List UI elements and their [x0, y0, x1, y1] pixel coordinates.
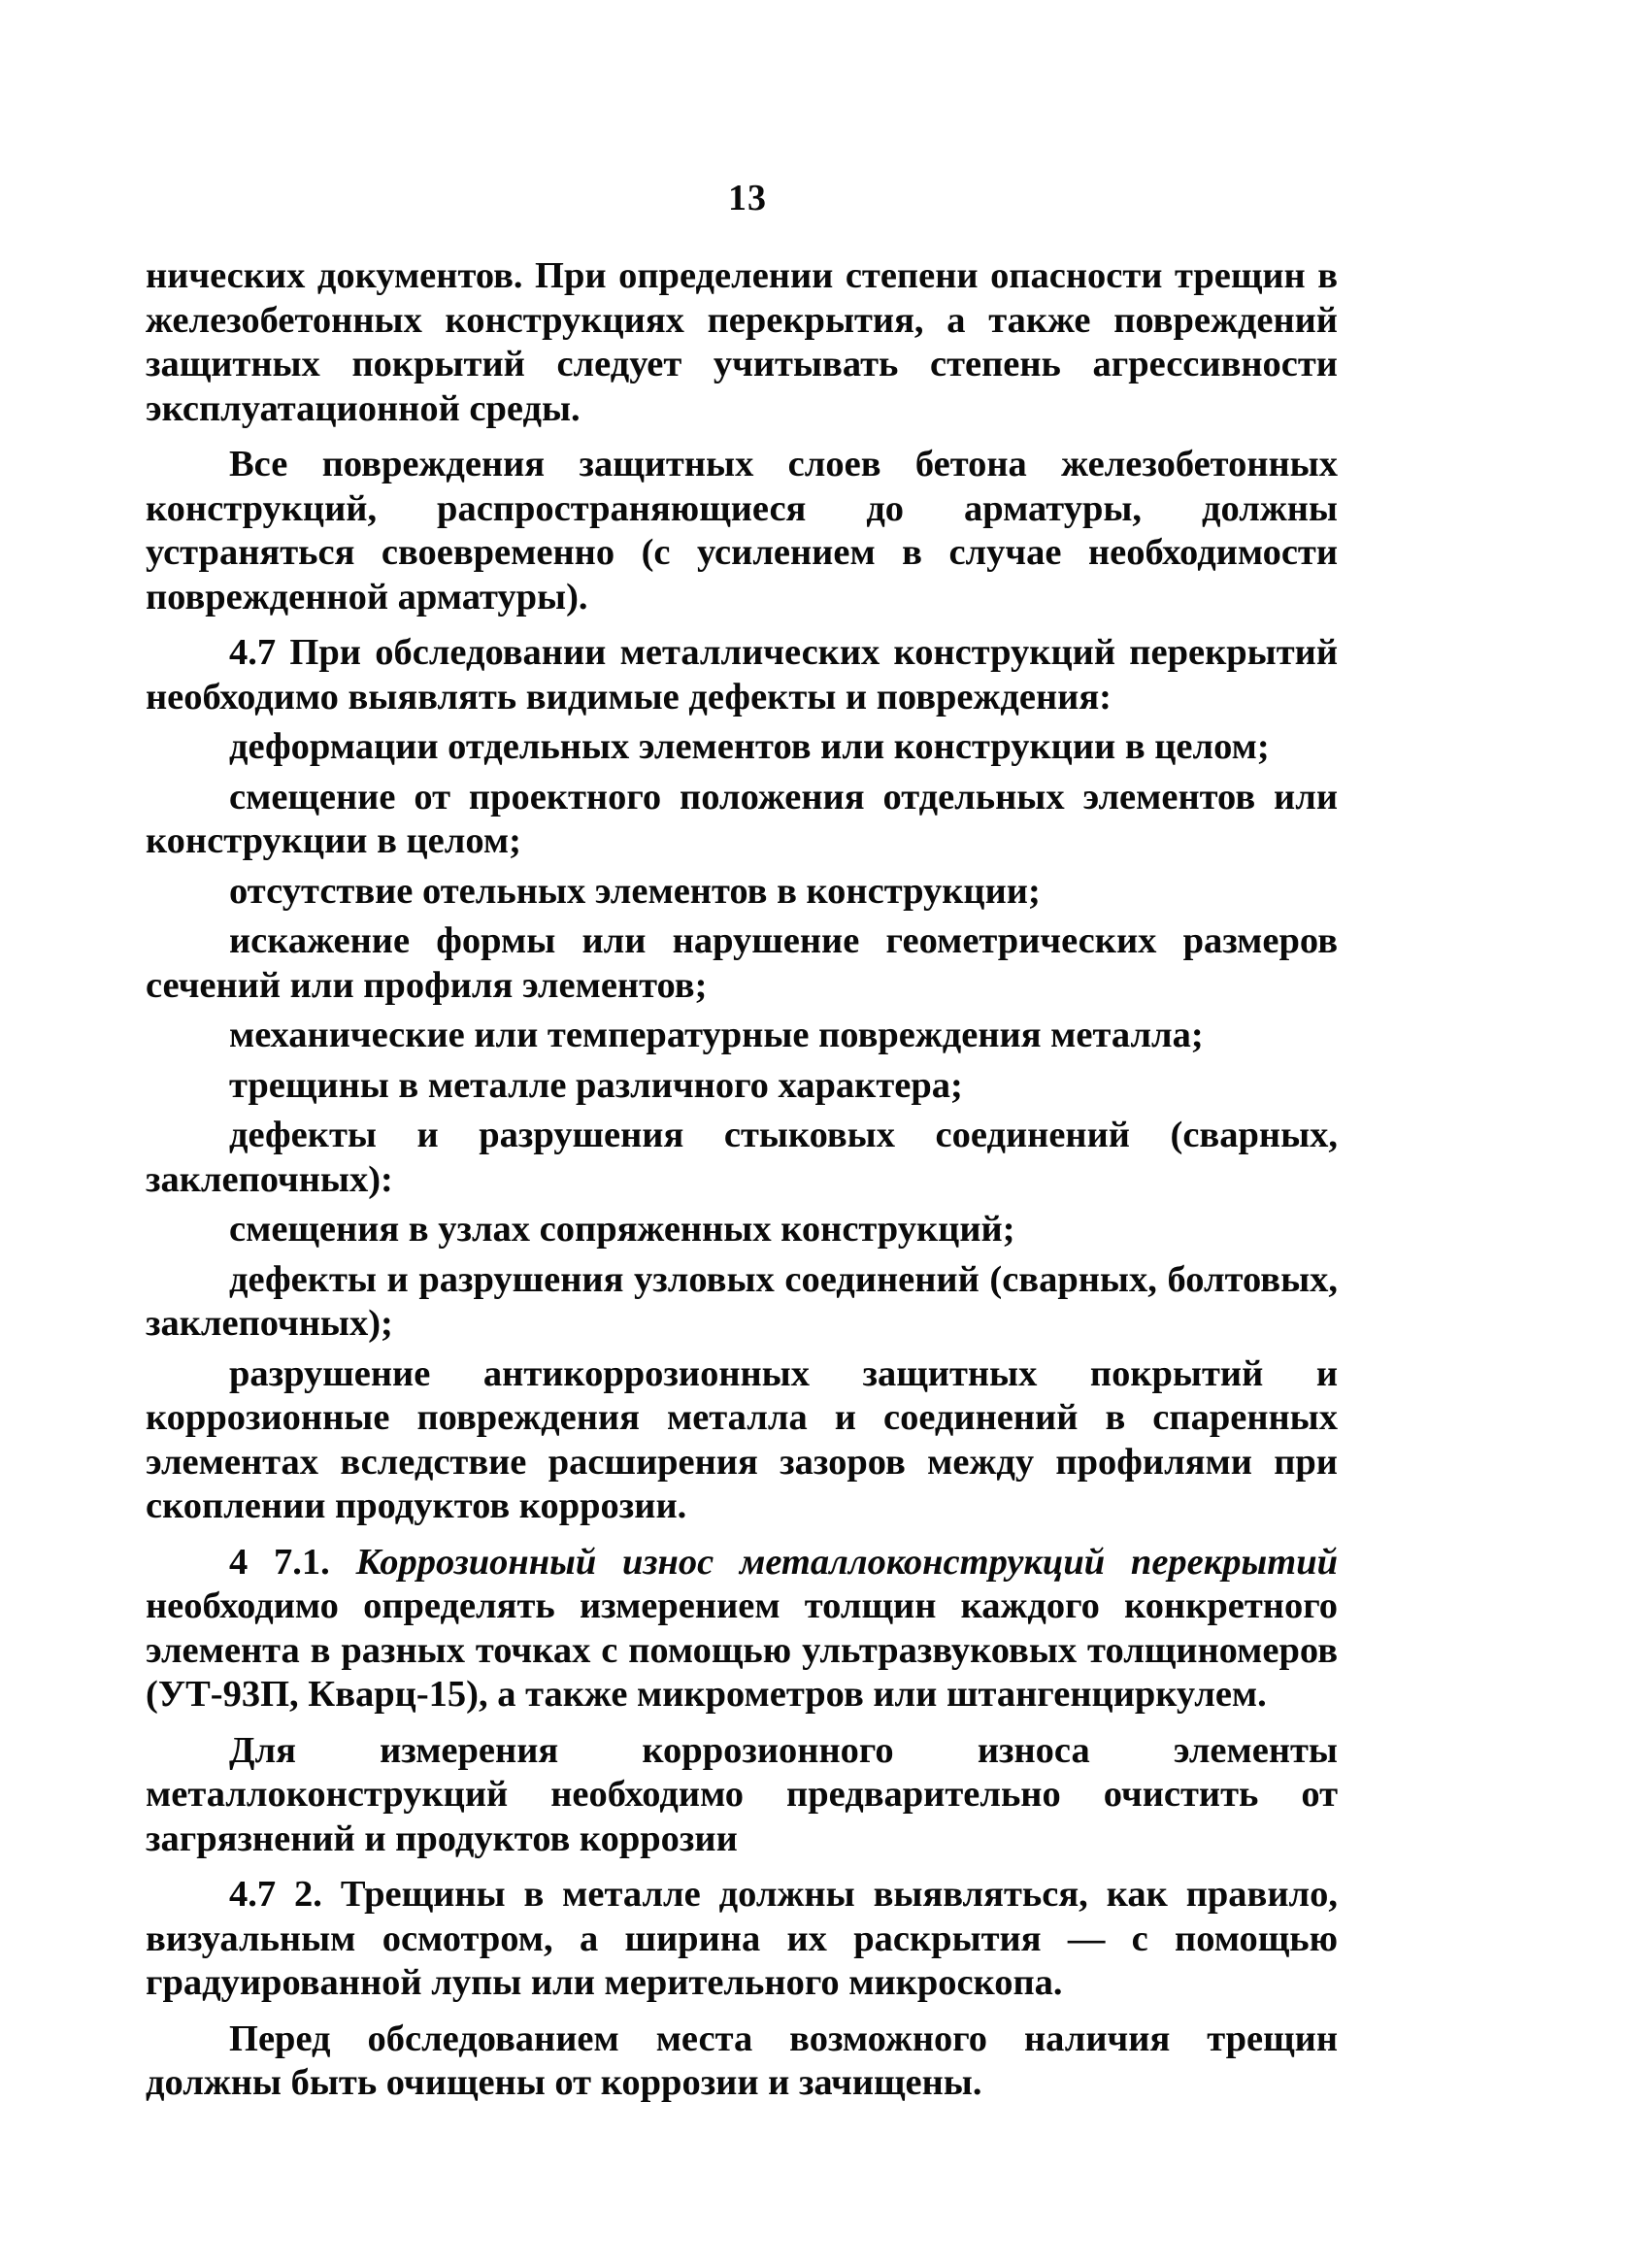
- paragraph-section-4-7: 4.7 При обследовании металлических конструкций перекрытий необходимо выявлять видимые дефекты и повреждения:: [146, 632, 1338, 717]
- list-item: дефекты и разрушения стыковых соединений (сварных, заклепочных):: [146, 1115, 1338, 1200]
- paragraph-section-4-7-1: [146, 1541, 1338, 1718]
- section-italic-heading: Коррозионный износ металлоконструкций перекрытий: [355, 1541, 1339, 1583]
- paragraph-cracks-prep: Перед обследованием места возможного наличия трещин должны быть очищены от коррозии и зачищены.: [146, 2018, 1338, 2103]
- section-text: необходимо определять измерением толщин каждого конкретного элемента в разных точках с помощью ультразвуковых толщиномеров (УТ-93П, Кварц-15), а также микрометров или штангенциркулем.: [146, 1585, 1338, 1715]
- list-item: разрушение антикоррозионных защитных покрытий и коррозионные повреждения металла и соединений в спаренных элементах вследствие расширения зазоров между профилями при скоплении продуктов коррозии.: [146, 1352, 1338, 1526]
- list-item: смещение от проектного положения отдельных элементов или конструкции в целом;: [146, 776, 1338, 861]
- list-item: дефекты и разрушения узловых соединений (сварных, болтовых, заклепочных);: [146, 1258, 1338, 1344]
- paragraph-damage-repair: Все повреждения защитных слоев бетона железобетонных конструкций, распространяющиеся до арматуры, должны устраняться своевременно (с усилением в случае необходимости поврежденной арматуры).: [146, 444, 1338, 617]
- defects-list: [146, 725, 1338, 1529]
- list-item: трещины в металле различного характера;: [229, 1064, 963, 1106]
- list-item: смещения в узлах сопряженных конструкций;: [229, 1209, 1015, 1250]
- list-item: деформации отдельных элементов или конструкции в целом;: [229, 726, 1270, 767]
- section-number: 4 7.1.: [229, 1541, 330, 1583]
- list-item: механические или температурные повреждения металла;: [229, 1015, 1204, 1055]
- paragraph-continuation: нических документов. При определении степени опасности трещин в железобетонных конструкциях перекрытия, а также повреждений защитных покрытий следует учитывать степень агрессивности эксплуатационной среды.: [146, 255, 1338, 429]
- list-item: искажение формы или нарушение геометрических размеров сечений или профиля элементов;: [146, 920, 1338, 1006]
- paragraph-cleaning: Для измерения коррозионного износа элементы металлоконструкций необходимо предварительно очистить от загрязнений и продуктов коррозии: [146, 1729, 1338, 1859]
- list-item: отсутствие отельных элементов в конструкции;: [229, 870, 1041, 912]
- page-number: 13: [728, 178, 767, 218]
- paragraph-section-4-7-2: 4.7 2. Трещины в металле должны выявляться, как правило, визуальным осмотром, а ширина их раскрытия — с помощью градуированной лупы или мерительного микроскопа.: [146, 1874, 1338, 2003]
- document-body: [146, 254, 1338, 2106]
